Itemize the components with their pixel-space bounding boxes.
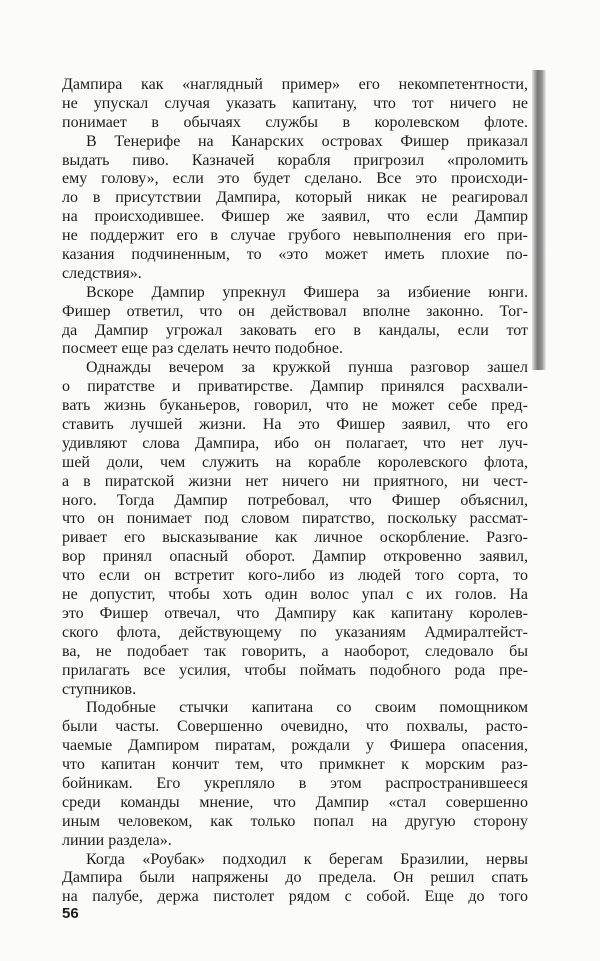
text-line: что если он встретит кого-либо из людей того сорта, то <box>62 567 528 585</box>
text-line: не допустит, чтобы хоть один волос упал с их голов. На <box>62 586 528 604</box>
text-line: на происходившее. Фишер же заявил, что если Дампир <box>62 208 528 226</box>
text-line: Дампира были напряжены до предела. Он решил спать <box>62 869 528 887</box>
text-line: Подобные стычки капитана со своим помощником <box>86 699 528 717</box>
text-line: шей доли, чем служить на корабле королевского флота, <box>62 453 528 471</box>
text-line: а в пиратской жизни нет ничего ни приятного, ни чест- <box>62 472 528 490</box>
text-line: чаемые Дампиром пиратам, рождали у Фишера опасения, <box>62 737 528 755</box>
text-line: да Дампир угрожал заковать его в кандалы, если тот <box>62 321 528 339</box>
text-line: ского флота, действующему по указаниям Адмиралтейст- <box>62 623 528 641</box>
text-line: вор принял опасный оборот. Дампир откровенно заявил, <box>62 548 528 566</box>
text-line: ставить лучшей жизни. На это Фишер заявил, что его <box>62 416 528 434</box>
text-line: ного. Тогда Дампир потребовал, что Фишер объяснил, <box>62 491 528 509</box>
text-line: ло в присутствии Дампира, который никак не реагировал <box>62 189 528 207</box>
text-line: Когда «Роубак» подходил к берегам Бразилии, нервы <box>86 850 528 868</box>
text-line: не упускал случая указать капитану, что тот ничего не <box>62 94 528 112</box>
text-line: были часты. Совершенно очевидно, что похвалы, расто- <box>62 718 528 736</box>
text-line: В Тенерифе на Канарских островах Фишер приказал <box>86 132 528 150</box>
text-line: о пиратстве и приватирстве. Дампир принялся расхвали- <box>62 378 528 396</box>
text-line: иным человеком, как только попал на другую сторону <box>62 812 528 830</box>
text-line: бойникам. Его укрепляло в этом распространившееся <box>62 774 528 792</box>
text-line: следствия». <box>62 264 142 282</box>
text-line: среди команды мнение, что Дампир «стал совершенно <box>62 793 528 811</box>
text-line: вать жизнь буканьеров, говорил, что не может себе пред- <box>62 397 528 415</box>
text-line: не поддержит его в случае грубого невыполнения его при- <box>62 227 528 245</box>
text-line: Однажды вечером за кружкой пунша разговор зашел <box>86 359 528 377</box>
text-line: Фишер ответил, что он действовал вполне законно. Тог- <box>62 302 528 320</box>
text-line: понимает в обычаях службы в королевском флоте. <box>62 113 528 131</box>
text-line: что капитан кончит тем, что примкнет к морским раз- <box>62 756 528 774</box>
text-line: Вскоре Дампир упрекнул Фишера за избиение юнги. <box>86 283 528 301</box>
text-line: это Фишер отвечал, что Дампиру как капитану королев- <box>62 604 528 622</box>
text-line: удивляют слова Дампира, ибо он полагает, что нет луч- <box>62 434 528 452</box>
text-line: прилагать все усилия, чтобы поймать подобного рода пре- <box>62 661 528 679</box>
text-line: на палубе, держа пистолет рядом с собой. Еще до того <box>62 888 528 906</box>
page-number: 56 <box>62 905 79 922</box>
text-line: ему голову», если это будет сделано. Все это происходи- <box>62 170 528 188</box>
binding-shadow <box>532 70 546 370</box>
text-line: что он понимает под словом пиратство, поскольку рассмат- <box>62 510 528 528</box>
text-line: казания подчиненным, то «это может иметь плохие по- <box>62 246 528 264</box>
text-line: ступников. <box>62 680 137 698</box>
text-line: ривает его высказывание как личное оскорбление. Разго- <box>62 529 528 547</box>
text-line: выдать пиво. Казначей корабля пригрозил «проломить <box>62 151 528 169</box>
text-line: посмеет еще раз сделать нечто подобное. <box>62 340 343 358</box>
text-line: Дампира как «наглядный пример» его некомпетентности, <box>62 76 528 93</box>
text-line: ва, не подобает так говорить, а наоборот, следовало бы <box>62 642 528 660</box>
text-line: линии раздела». <box>62 831 172 849</box>
body-text <box>62 76 528 907</box>
